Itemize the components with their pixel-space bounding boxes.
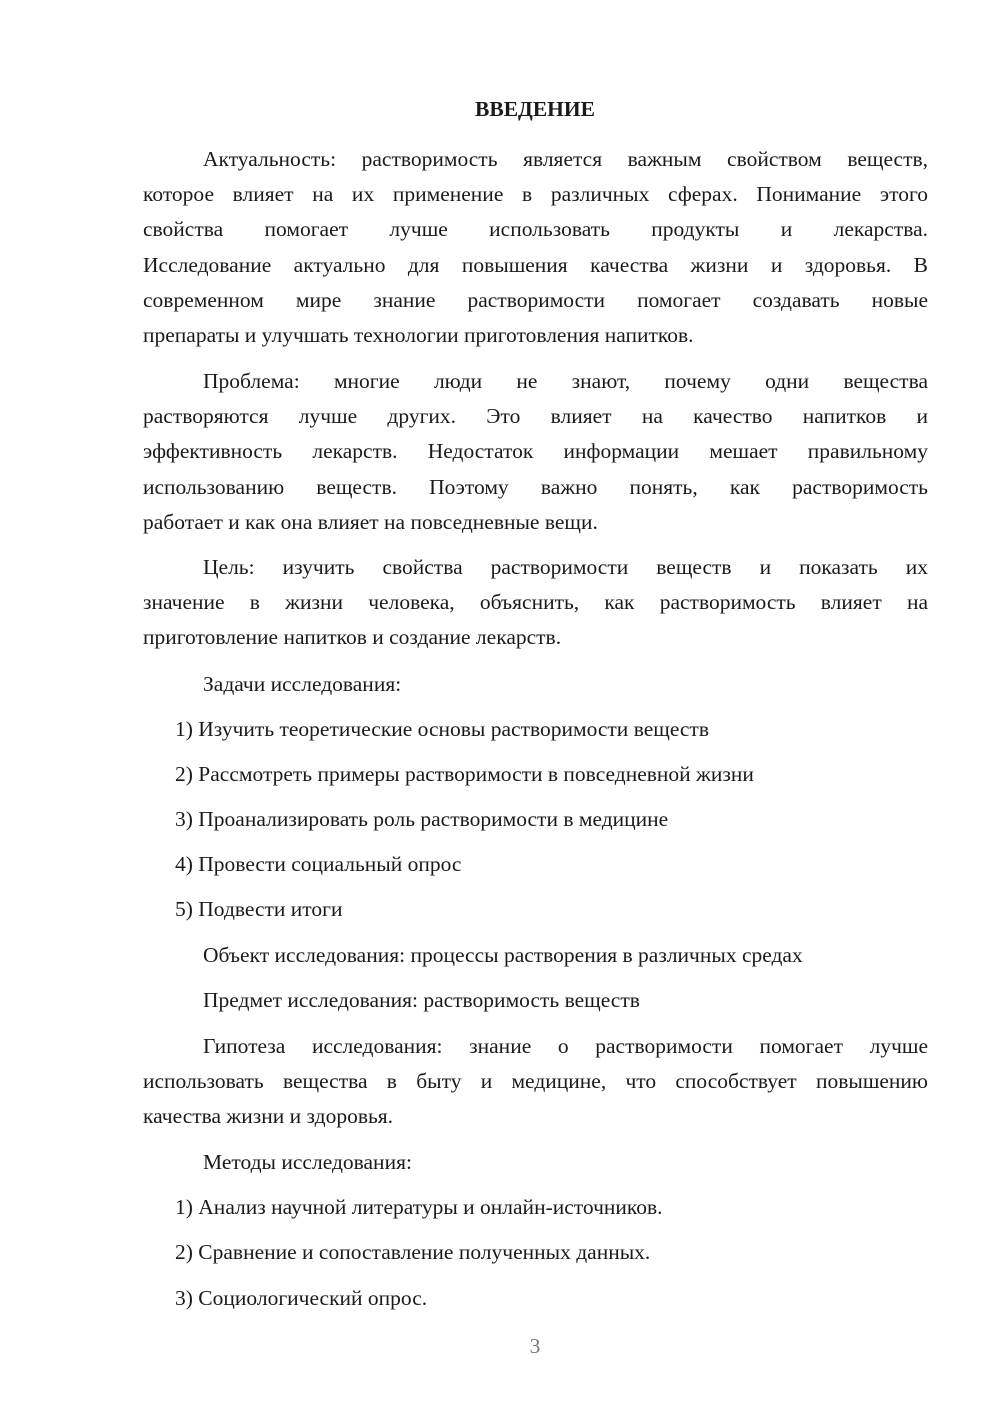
section-title: ВВЕДЕНИЕ — [475, 97, 595, 121]
tasks-heading: Задачи исследования: — [203, 672, 402, 696]
task-item: 5) Подвести итоги — [175, 897, 343, 921]
paragraph-goal — [143, 550, 928, 656]
page-number: 3 — [529, 1334, 541, 1358]
task-item: 2) Рассмотреть примеры растворимости в повседневной жизни — [175, 762, 754, 786]
method-item: 3) Социологический опрос. — [175, 1286, 428, 1310]
method-item: 2) Сравнение и сопоставление полученных данных. — [175, 1240, 651, 1264]
text-line: эффективность лекарств. Недостаток информации мешает правильному — [143, 439, 928, 464]
method-item: 1) Анализ научной литературы и онлайн-источников. — [175, 1195, 663, 1219]
text-line: качества жизни и здоровья. — [143, 1104, 394, 1129]
task-item: 1) Изучить теоретические основы растворимости веществ — [175, 717, 709, 741]
research-object: Объект исследования: процессы растворения в различных средах — [203, 943, 803, 967]
text-line: работает и как она влияет на повседневные вещи. — [143, 509, 598, 534]
methods-heading: Методы исследования: — [203, 1150, 412, 1174]
text-line: использованию веществ. Поэтому важно понять, как растворимость — [143, 474, 928, 499]
task-item: 3) Проанализировать роль растворимости в медицине — [175, 807, 669, 831]
text-line: которое влияет на их применение в различных сферах. Понимание этого — [143, 182, 928, 207]
text-line: приготовление напитков и создание лекарств. — [143, 625, 562, 650]
text-line: Актуальность: растворимость является важным свойством веществ, — [203, 147, 928, 171]
text-line: современном мире знание растворимости помогает создавать новые — [143, 287, 928, 312]
task-item: 4) Провести социальный опрос — [175, 852, 462, 876]
text-line: растворяются лучше других. Это влияет на качество напитков и — [143, 404, 928, 429]
text-line: использовать вещества в быту и медицине, что способствует повышению — [143, 1069, 928, 1094]
text-line: Цель: изучить свойства растворимости веществ и показать их — [203, 555, 928, 579]
text-line: Исследование актуально для повышения качества жизни и здоровья. В — [143, 252, 928, 277]
text-line: значение в жизни человека, объяснить, как растворимость влияет на — [143, 590, 928, 615]
paragraph-problem — [143, 364, 928, 540]
paragraph-relevance — [143, 142, 928, 353]
text-line: свойства помогает лучше использовать продукты и лекарства. — [143, 217, 928, 242]
text-line: препараты и улучшать технологии приготовления напитков. — [143, 322, 694, 347]
text-line: Гипотеза исследования: знание о растворимости помогает лучше — [203, 1034, 928, 1058]
paragraph-hypothesis — [143, 1029, 928, 1135]
research-subject: Предмет исследования: растворимость веществ — [203, 988, 640, 1012]
text-line: Проблема: многие люди не знают, почему одни вещества — [203, 369, 928, 393]
